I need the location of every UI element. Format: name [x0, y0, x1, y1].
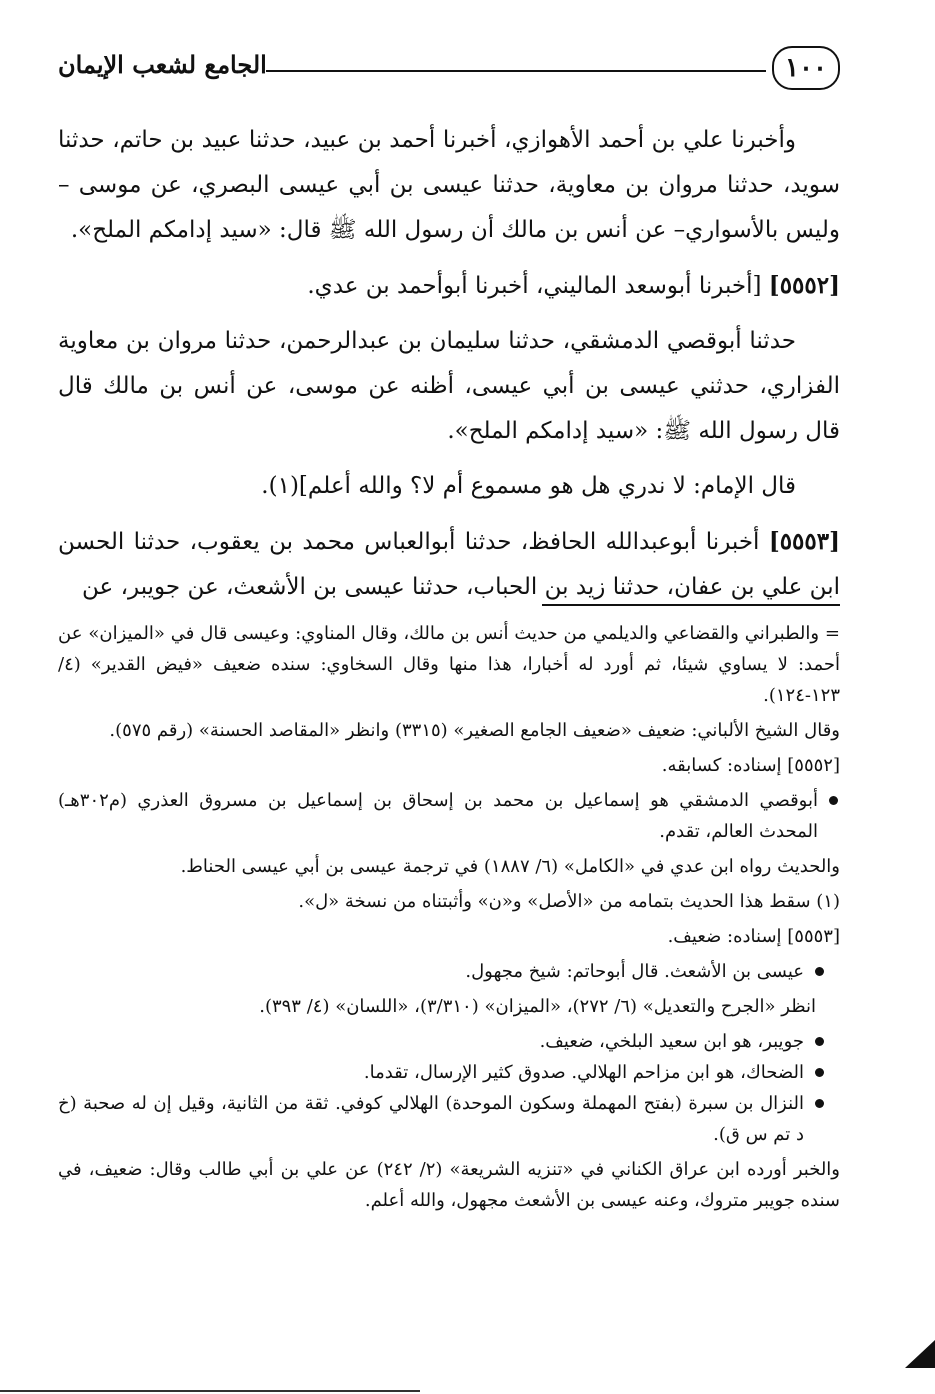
note-ibn-iraq: والخبر أورده ابن عراق الكناني في «تنزيه الشريعة» (٢/ ٢٤٢) عن علي بن أبي طالب وقال: ضعيف، في سنده جويبر متروك، وعنه عيسى بن الأشعث مجهول، والله أعلم.	[58, 1159, 840, 1211]
note-5553-list	[58, 956, 840, 987]
imam-comment: قال الإمام: لا ندري هل هو مسموع أم لا؟ والله أعلم](١).	[261, 473, 796, 499]
page-header	[58, 44, 840, 104]
hadith-5553-heading	[58, 519, 840, 610]
note-5552-list	[58, 785, 840, 847]
list-item-text: الضحاك، هو ابن مزاحم الهلالي. صدوق كثير الإرسال، تقدما.	[363, 1062, 804, 1083]
list-item	[58, 1026, 826, 1057]
list-item	[58, 785, 840, 847]
note-5553-isnad: [٥٥٥٣] إسناده: ضعيف.	[667, 926, 840, 947]
list-item	[58, 956, 826, 987]
note-ibn-adi: والحديث رواه ابن عدي في «الكامل» (٦/ ١٨٨٧) في ترجمة عيسى بن أبي عيسى الحناط.	[180, 856, 840, 877]
bullet-icon	[829, 796, 838, 805]
footnotes	[58, 618, 840, 1220]
book-title: الجامع لشعب الإيمان	[58, 50, 267, 79]
footnote-separator	[542, 604, 840, 606]
page-bottom-rule	[0, 1390, 420, 1392]
footnote-1: (١) سقط هذا الحديث بتمامه من «الأصل» و«ن» وأثبتناه من نسخة «ل».	[298, 891, 840, 912]
note-references: انظر «الجرح والتعديل» (٦/ ٢٧٢)، «الميزان» (٣/٣١٠)، «اللسان» (٤/ ٣٩٣).	[259, 996, 816, 1017]
note-narrators-list	[58, 1026, 840, 1150]
corner-triangle-icon	[905, 1340, 935, 1368]
list-item-text: النزال بن سبرة (بفتح المهملة وسكون الموحدة) الهلالي كوفي. ثقة من الثانية، وقيل إن له صحبة (خ د تم س ق).	[58, 1093, 804, 1145]
bullet-icon	[815, 1099, 824, 1108]
hadith-paragraph-3: حدثنا أبوقصي الدمشقي، حدثنا سليمان بن عبدالرحمن، حدثنا مروان بن معاوية الفزاري، حدثني عيسى بن أبي عيسى، أظنه عن موسى، عن أنس بن مالك قال قال رسول الله ﷺ: «سيد إدامكم الملح».	[58, 328, 840, 444]
list-item-text: عيسى بن الأشعث. قال أبوحاتم: شيخ مجهول.	[465, 961, 804, 982]
main-text	[58, 118, 840, 620]
list-item	[58, 1057, 826, 1088]
list-item-text: أبوقصي الدمشقي هو إسماعيل بن محمد بن إسحاق بن إسماعيل بن مسروق العذري (م٣٠٢هـ) المحدث العالم، تقدم.	[58, 790, 818, 842]
hadith-5552-text: [أخبرنا أبوسعد الماليني، أخبرنا أبوأحمد بن عدي.	[307, 273, 762, 299]
bullet-icon	[815, 967, 824, 976]
bullet-icon	[815, 1068, 824, 1077]
note-continuation: = والطبراني والقضاعي والديلمي من حديث أنس بن مالك، وقال المناوي: وعيسى قال في «الميزان» عن أحمد: لا يساوي شيئا، ثم أورد له أخبارا، هذا منها وقال السخاوي: سنده ضعيف «فيض القدير» (٤/ ١٢٣-١٢٤).	[58, 623, 840, 706]
hadith-paragraph-1: وأخبرنا علي بن أحمد الأهوازي، أخبرنا أحمد بن عبيد، حدثنا عبيد بن حاتم، حدثنا سويد، حدثنا مروان بن معاوية، حدثنا عيسى بن أبي عيسى البصري، عن موسى – وليس بالأسواري– عن أنس بن مالك أن رسول الله ﷺ قال: «سيد إدامكم الملح».	[58, 127, 840, 243]
hadith-number-5552: [٥٥٥٢]	[768, 272, 840, 299]
note-albani: وقال الشيخ الألباني: ضعيف «ضعيف الجامع الصغير» (٣٣١٥) وانظر «المقاصد الحسنة» (رقم ٥٧٥).	[109, 720, 840, 741]
hadith-number-5553: [٥٥٥٣]	[768, 528, 841, 555]
page-number: ١٠٠	[772, 46, 840, 90]
header-rule	[266, 70, 766, 72]
hadith-5552-heading	[58, 263, 840, 309]
bullet-icon	[815, 1037, 824, 1046]
list-item	[58, 1088, 826, 1150]
note-5552-isnad: [٥٥٥٢] إسناده: كسابقه.	[661, 755, 840, 776]
hadith-5553-text: أخبرنا أبوعبدالله الحافظ، حدثنا أبوالعباس محمد بن يعقوب، حدثنا الحسن ابن علي بن عفان، حدثنا زيد بن الحباب، حدثنا عيسى بن الأشعث، عن جويبر، عن	[58, 529, 840, 600]
list-item-text: جويبر، هو ابن سعيد البلخي، ضعيف.	[539, 1031, 804, 1052]
